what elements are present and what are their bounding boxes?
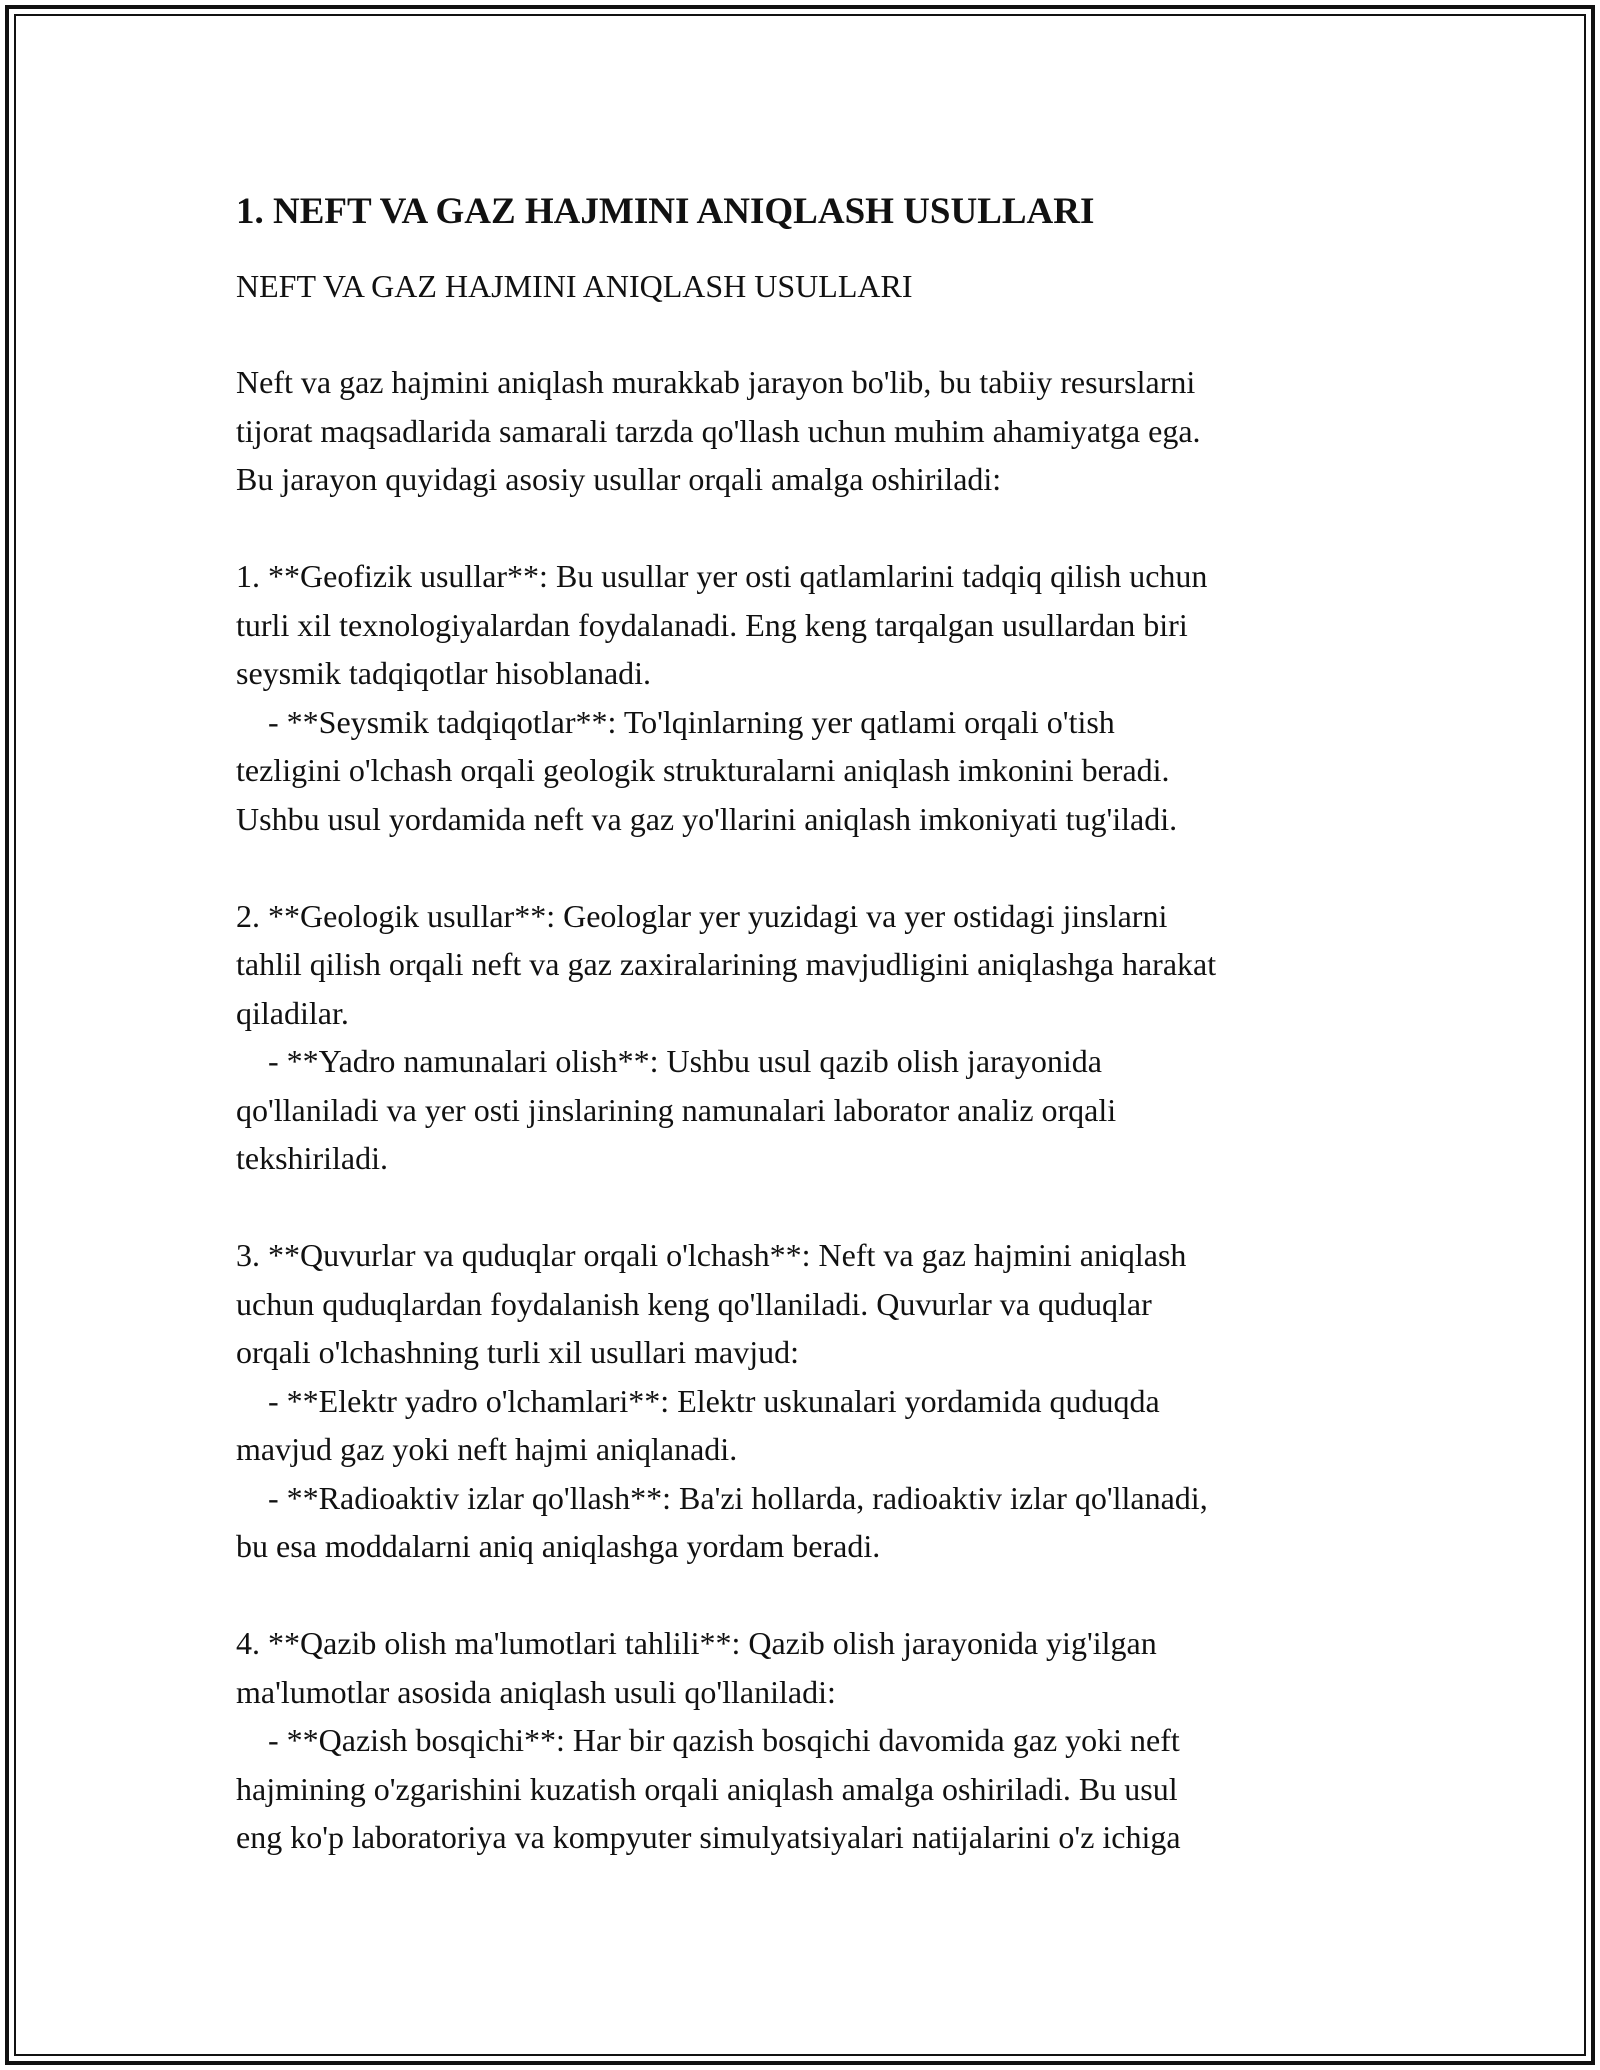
document-subheading: NEFT VA GAZ HAJMINI ANIQLASH USULLARI xyxy=(236,268,913,304)
document-body xyxy=(236,358,1376,1862)
text-line: - **Yadro namunalari olish**: Ushbu usul qazib olish jarayonida xyxy=(236,1043,1102,1079)
text-line: seysmik tadqiqotlar hisoblanadi. xyxy=(236,655,652,691)
document-page xyxy=(236,186,1376,1862)
text-line: tezligini o'lchash orqali geologik strukturalarni aniqlash imkonini beradi. xyxy=(236,752,1170,788)
text-line: 1. **Geofizik usullar**: Bu usullar yer osti qatlamlarini tadqiq qilish uchun xyxy=(236,558,1208,594)
text-line: 3. **Quvurlar va quduqlar orqali o'lchash**: Neft va gaz hajmini aniqlash xyxy=(236,1237,1187,1273)
text-line: 4. **Qazib olish ma'lumotlari tahlili**: Qazib olish jarayonida yig'ilgan xyxy=(236,1625,1157,1661)
text-line: eng ko'p laboratoriya va kompyuter simulyatsiyalari natijalarini o'z ichiga xyxy=(236,1819,1181,1855)
text-line: qo'llaniladi va yer osti jinslarining namunalari laborator analiz orqali xyxy=(236,1091,1117,1128)
text-line: mavjud gaz yoki neft hajmi aniqlanadi. xyxy=(236,1431,738,1467)
text-line: - **Qazish bosqichi**: Har bir qazish bosqichi davomida gaz yoki neft xyxy=(236,1722,1180,1758)
text-line: turli xil texnologiyalardan foydalanadi. Eng keng tarqalgan usullardan biri xyxy=(236,606,1188,643)
text-line: tijorat maqsadlarida samarali tarzda qo'llash uchun muhim ahamiyatga ega. xyxy=(236,412,1201,449)
text-line: - **Elektr yadro o'lchamlari**: Elektr uskunalari yordamida quduqda xyxy=(236,1382,1160,1419)
document-heading: 1. NEFT VA GAZ HAJMINI ANIQLASH USULLARI xyxy=(236,191,1095,232)
text-line: Ushbu usul yordamida neft va gaz yo'llarini aniqlash imkoniyati tug'iladi. xyxy=(236,800,1178,837)
text-line: tahlil qilish orqali neft va gaz zaxiralarining mavjudligini aniqlashga harakat xyxy=(236,946,1217,982)
text-line: - **Seysmik tadqiqotlar**: To'lqinlarning yer qatlami orqali o'tish xyxy=(236,703,1115,740)
text-line: Bu jarayon quyidagi asosiy usullar orqali amalga oshiriladi: xyxy=(236,461,1002,497)
text-line: hajmining o'zgarishini kuzatish orqali aniqlash amalga oshiriladi. Bu usul xyxy=(236,1770,1178,1807)
text-line: Neft va gaz hajmini aniqlash murakkab jarayon bo'lib, bu tabiiy resurslarni xyxy=(236,364,1196,400)
paragraph-gap xyxy=(236,1571,1376,1620)
text-line: 2. **Geologik usullar**: Geologlar yer yuzidagi va yer ostidagi jinslarni xyxy=(236,897,1168,934)
text-line: bu esa moddalarni aniq aniqlashga yordam beradi. xyxy=(236,1528,881,1564)
text-line: uchun quduqlardan foydalanish keng qo'llaniladi. Quvurlar va quduqlar xyxy=(236,1285,1152,1322)
text-line: qiladilar. xyxy=(236,994,349,1031)
text-line: tekshiriladi. xyxy=(236,1140,388,1176)
text-line: - **Radioaktiv izlar qo'llash**: Ba'zi hollarda, radioaktiv izlar qo'llanadi, xyxy=(236,1479,1208,1516)
paragraph-gap xyxy=(236,843,1376,892)
paragraph-gap xyxy=(236,504,1376,553)
paragraph-gap xyxy=(236,1183,1376,1232)
text-line: ma'lumotlar asosida aniqlash usuli qo'llaniladi: xyxy=(236,1673,836,1710)
text-line: orqali o'lchashning turli xil usullari mavjud: xyxy=(236,1334,800,1370)
